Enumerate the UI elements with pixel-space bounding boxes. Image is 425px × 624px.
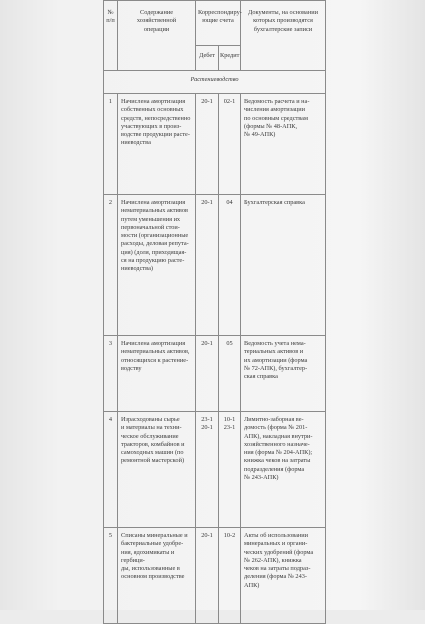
- header-documents: Документы, на основании которых производятся бухгалтерские записи: [241, 1, 326, 71]
- table-header-row: [104, 1, 326, 46]
- row-debit: 20-1: [196, 195, 219, 336]
- header-corresponding-accounts: Корреспондиру- ющие счета: [196, 1, 241, 46]
- row-content: Начислена амортизация собственных основных средств, непосредственно участвующих в произ- водстве продукции расте- ниеводства: [118, 94, 196, 195]
- row-content: Списаны минеральные и бактериальные удобре- ния, ядохимикаты и гербици- ды, использованные в основном производстве: [118, 528, 196, 624]
- row-documents: Ведомость расчета и на- числения амортизации по основным средствам (формы № 48-АПК, № 49-АПК): [241, 94, 326, 195]
- row-credit: 02-1: [219, 94, 241, 195]
- accounting-entries-table: [103, 0, 326, 624]
- row-number: 4: [104, 412, 118, 528]
- header-credit: Кредит: [219, 46, 241, 71]
- row-credit: 10-1 23-1: [219, 412, 241, 528]
- row-content: Начислена амортизация нематериальных активов путем уменьшения их первоначальной стои- мости (организационные расходы, деловая репута- ция) (доля, приходящая- ся на продукцию расте- ниеводства): [118, 195, 196, 336]
- row-debit: 23-1 20-1: [196, 412, 219, 528]
- row-number: 2: [104, 195, 118, 336]
- row-documents: Лимитно-заборная ве- домость (форма № 201- АПК), накладная внутри- хозяйственного назначе- ния (форма № 204-АПК); книжка чеков на затраты подразделения (форма № 243-АПК): [241, 412, 326, 528]
- section-title: Растениеводство: [104, 71, 326, 94]
- header-number: № п/п: [104, 1, 118, 71]
- row-number: 5: [104, 528, 118, 624]
- row-debit: 20-1: [196, 336, 219, 412]
- row-debit: 20-1: [196, 528, 219, 624]
- header-debit: Дебет: [196, 46, 219, 71]
- row-credit: 10-2: [219, 528, 241, 624]
- table-row: [104, 195, 326, 336]
- table-row: [104, 412, 326, 528]
- table-row: [104, 528, 326, 624]
- row-number: 1: [104, 94, 118, 195]
- row-documents: Бухгалтерская справка: [241, 195, 326, 336]
- row-documents: Ведомость учета нема- териальных активов и их амортизации (форма № 72-АПК), бухгалтер- ская справка: [241, 336, 326, 412]
- row-documents: Акты об использовании минеральных и органи- ческих удобрений (форма № 262-АПК), книжка чеков на затраты подраз- деления (форма № 243- АПК): [241, 528, 326, 624]
- row-credit: 05: [219, 336, 241, 412]
- row-credit: 04: [219, 195, 241, 336]
- row-number: 3: [104, 336, 118, 412]
- header-operation-content: Содержание хозяйственной операции: [118, 1, 196, 71]
- section-row: [104, 71, 326, 94]
- row-content: Израсходованы сырье и материалы на техни- ческое обслуживание тракторов, комбайнов и самоходных машин (по ремонтной мастерской): [118, 412, 196, 528]
- table-row: [104, 336, 326, 412]
- row-content: Начислена амортизация нематериальных активов, относящихся к растение- водству: [118, 336, 196, 412]
- table-row: [104, 94, 326, 195]
- row-debit: 20-1: [196, 94, 219, 195]
